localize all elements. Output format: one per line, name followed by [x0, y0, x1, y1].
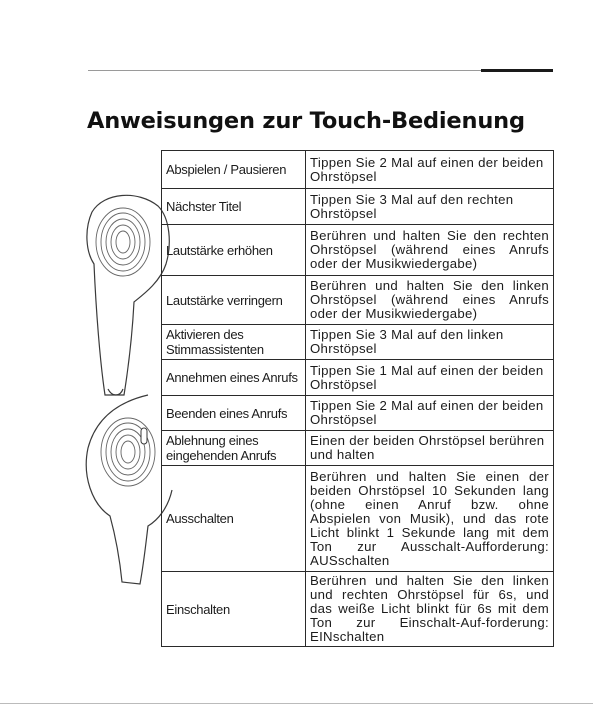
- action-cell: Tippen Sie 1 Mal auf einen der beiden Ohrstöpsel: [306, 360, 554, 396]
- table-row: [162, 466, 554, 572]
- function-cell: Beenden eines Anrufs: [162, 396, 306, 431]
- table-row: [162, 572, 554, 647]
- table-row: [162, 276, 554, 325]
- action-cell: Tippen Sie 2 Mal auf einen der beiden Ohrstöpsel: [306, 396, 554, 431]
- function-cell: Lautstärke erhöhen: [162, 225, 306, 276]
- table-row: [162, 151, 554, 189]
- function-cell: Abspielen / Pausieren: [162, 151, 306, 189]
- action-cell: Berühren und halten Sie den linken und rechten Ohrstöpsel für 6s, und das weiße Licht blinkt für 6s mit dem Ton zur Einschalt-Auf-forderung: EINschalten: [306, 572, 554, 647]
- function-cell: Nächster Titel: [162, 189, 306, 225]
- table-row: [162, 396, 554, 431]
- action-cell: Berühren und halten Sie einen der beiden Ohrstöpsel 10 Sekunden lang (ohne einen Anruf bzw. ohne Abspielen von Musik), und das rote Licht blinkt 1 Sekunde lang mit dem Ton zur Ausschalt-Aufforderung: AUSschalten: [306, 466, 554, 572]
- table-row: [162, 189, 554, 225]
- function-cell: Einschalten: [162, 572, 306, 647]
- function-cell: Ausschalten: [162, 466, 306, 572]
- table-row: [162, 325, 554, 360]
- page-edge: [0, 703, 593, 704]
- function-cell: Ablehnung eines eingehenden Anrufs: [162, 431, 306, 466]
- action-cell: Tippen Sie 3 Mal auf den linken Ohrstöpsel: [306, 325, 554, 360]
- function-cell: Annehmen eines Anrufs: [162, 360, 306, 396]
- earbuds-illustration: [78, 190, 173, 590]
- action-cell: Einen der beiden Ohrstöpsel berühren und halten: [306, 431, 554, 466]
- table-row: [162, 431, 554, 466]
- action-cell: Berühren und halten Sie den rechten Ohrstöpsel (während eines Anrufs oder der Musikwiedergabe): [306, 225, 554, 276]
- page-title: Anweisungen zur Touch-Bedienung: [87, 108, 525, 134]
- touch-controls-table: [161, 150, 554, 647]
- table-row: [162, 225, 554, 276]
- table-row: [162, 360, 554, 396]
- header-rule-accent: [481, 69, 553, 72]
- action-cell: Tippen Sie 2 Mal auf einen der beiden Ohrstöpsel: [306, 151, 554, 189]
- action-cell: Berühren und halten Sie den linken Ohrstöpsel (während eines Anrufs oder der Musikwiedergabe): [306, 276, 554, 325]
- function-cell: Aktivieren des Stimmassistenten: [162, 325, 306, 360]
- function-cell: Lautstärke verringern: [162, 276, 306, 325]
- action-cell: Tippen Sie 3 Mal auf den rechten Ohrstöpsel: [306, 189, 554, 225]
